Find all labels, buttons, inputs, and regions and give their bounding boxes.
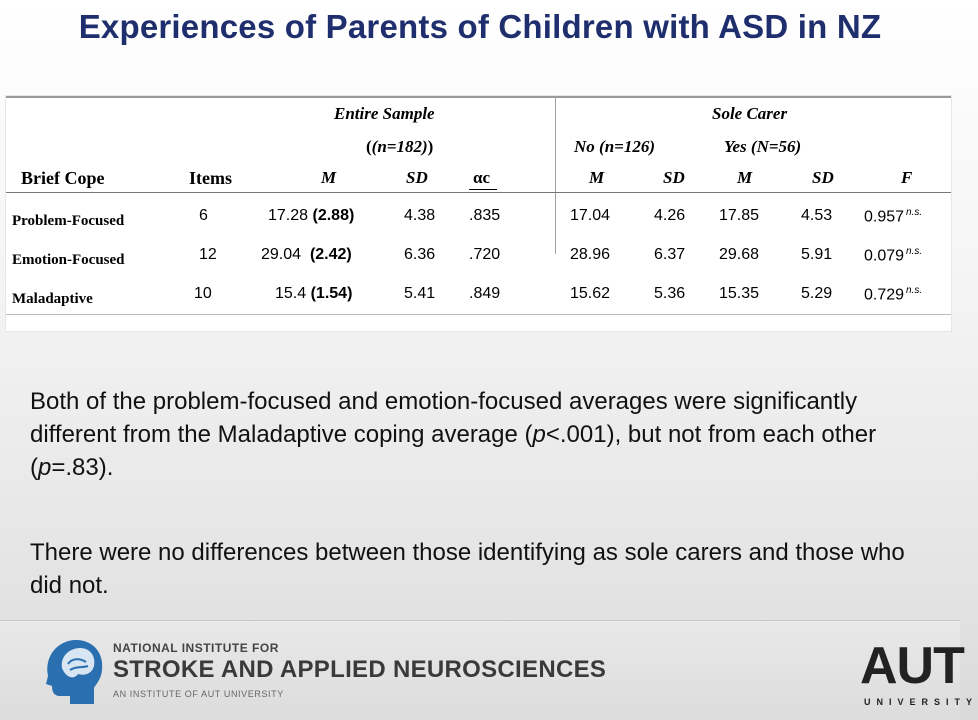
row-label-emotion-focused: Emotion-Focused [12,252,125,268]
row1-m-entire [268,207,354,225]
col-sd-yes: SD [812,168,834,187]
group-divider [555,96,556,254]
row1-sd-entire: 4.38 [404,207,436,224]
row1-items: 6 [199,207,208,224]
row1-sd-no: 4.26 [654,207,686,224]
row1-alpha: .835 [469,207,501,224]
col-sd-entire: SD [406,168,428,187]
row3-m-yes: 15.35 [719,285,760,302]
row2-sd-yes: 5.91 [801,246,833,263]
para1-part2: <.001), but not from each other ( [30,421,877,481]
row1-m-yes: 17.85 [719,207,760,224]
row2-f [864,246,922,265]
slide-title: Experiences of Parents of Children with ASD in NZ [78,8,882,45]
row3-m-value: 15.4 [275,285,307,302]
finding-paragraph-2: There were no differences between those identifying as sole carers and those who did not. [30,539,905,599]
row-label-problem-focused: Problem-Focused [12,213,125,229]
row-label-maladaptive: Maladaptive [12,291,93,307]
row2-sd-entire: 6.36 [404,246,436,263]
row2-alpha: .720 [469,246,501,263]
col-brief-cope: Brief Cope [21,168,105,188]
row1-m-no: 17.04 [570,207,611,224]
col-m-entire: M [321,168,337,187]
row1-m-value: 17.28 [268,207,309,224]
row3-items: 10 [194,285,212,302]
row1-f-value: 0.957 [864,208,905,226]
row1-f [864,207,922,226]
sole-carer-header: Sole Carer [712,104,788,123]
row3-sd-entire: 5.41 [404,285,436,302]
row2-m-entire [261,246,352,264]
para1-p1: p [532,421,546,448]
row3-f-value: 0.729 [864,286,905,304]
col-m-no: M [589,168,605,187]
finding-paragraph-1 [30,385,910,484]
col-items: Items [189,168,232,188]
row3-alpha: .849 [469,285,501,302]
table-bottom-rule [6,314,951,315]
aut-logo: AUT [860,637,964,695]
results-table [5,95,952,332]
brain-head-logo-icon [40,636,106,708]
row3-m-no: 15.62 [570,285,611,302]
row1-f-sig: n.s. [906,207,923,218]
col-sd-no: SD [663,168,685,187]
col-m-yes: M [737,168,753,187]
sole-carer-yes-header: Yes (N=56) [724,137,802,156]
institute-line2: STROKE AND APPLIED NEUROSCIENCES [113,656,607,683]
row2-m-paren: (2.42) [309,246,352,263]
row3-f-sig: n.s. [906,285,923,296]
para1-p2: p [38,454,52,481]
row2-f-value: 0.079 [864,247,905,265]
row2-m-value: 29.04 [261,246,302,263]
table-top-rule [6,96,951,98]
institute-line1: NATIONAL INSTITUTE FOR [113,641,279,655]
entire-sample-header: Entire Sample [334,104,435,123]
aut-logo-university: UNIVERSITY [864,697,978,707]
entire-sample-n: ((n=182)) [366,137,434,156]
para1-part1: Both of the problem-focused and emotion-focused averages were significantly different from the Maladaptive coping average ( [30,388,858,448]
row1-m-paren: (2.88) [312,207,355,224]
row3-m-entire [275,285,352,303]
row2-m-no: 28.96 [570,246,611,263]
header-rule [6,192,951,193]
alpha-underline [469,189,497,190]
alpha-label: αc [473,168,491,187]
institute-line3: AN INSTITUTE OF AUT UNIVERSITY [113,689,284,699]
col-alpha [473,168,490,188]
row2-m-yes: 29.68 [719,246,760,263]
row1-sd-yes: 4.53 [801,207,833,224]
row2-items: 12 [199,246,217,263]
row2-f-sig: n.s. [906,246,923,257]
row3-sd-yes: 5.29 [801,285,833,302]
sole-carer-no-header: No (n=126) [574,137,655,156]
row3-m-paren: (1.54) [310,285,353,302]
row3-f [864,285,922,304]
col-f: F [901,168,913,187]
footer-rule [0,620,960,621]
row3-sd-no: 5.36 [654,285,686,302]
row2-sd-no: 6.37 [654,246,686,263]
para1-part3: =.83). [51,454,114,481]
entire-n-value: (n=182) [371,137,428,156]
